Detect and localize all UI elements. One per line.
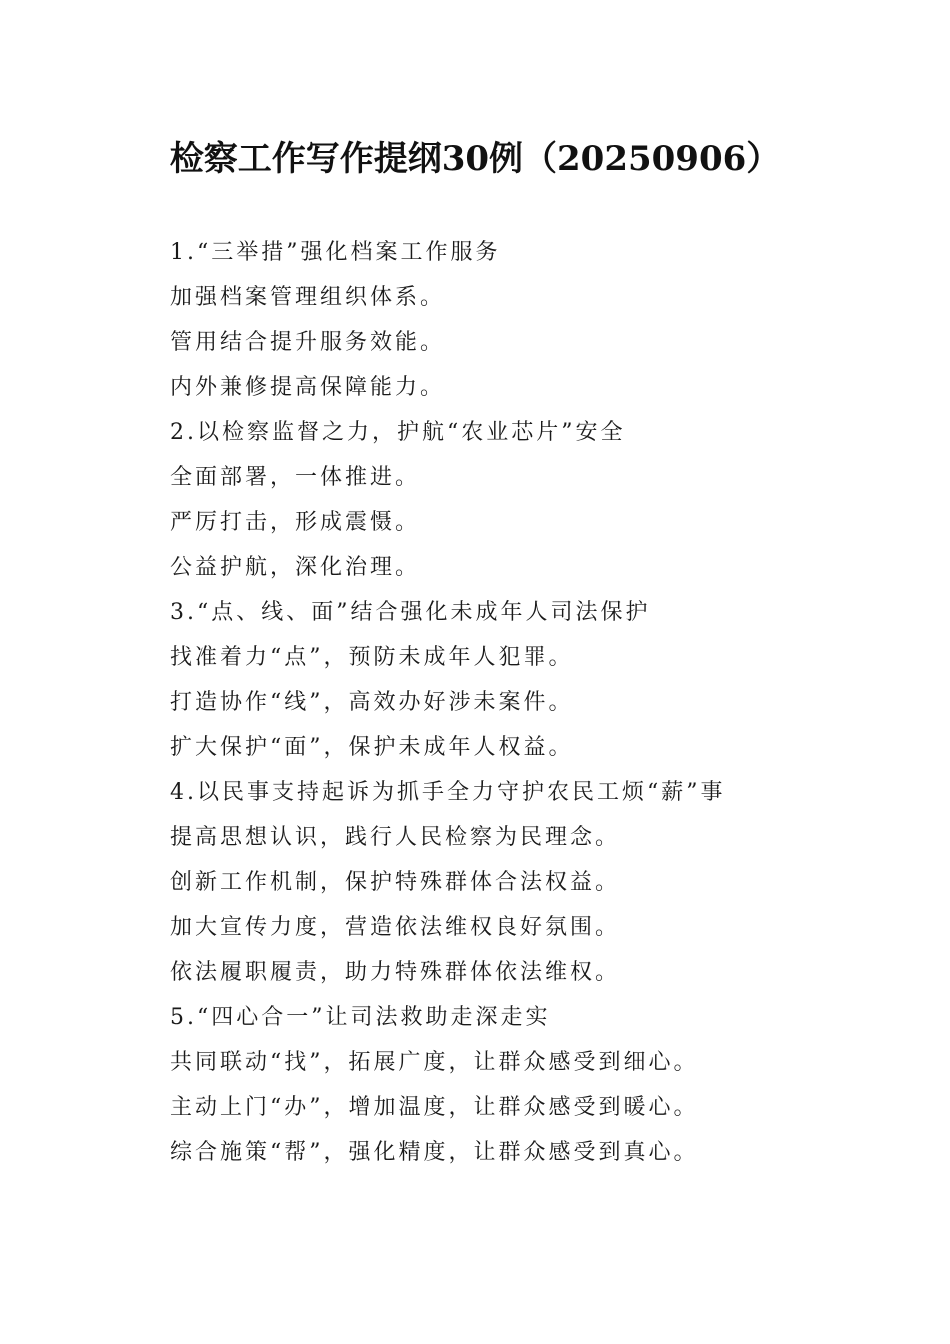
body-line: 严厉打击，形成震慑。 bbox=[170, 510, 421, 535]
body-line: 内外兼修提高保障能力。 bbox=[170, 375, 446, 400]
body-line: 公益护航，深化治理。 bbox=[170, 555, 421, 580]
body-line: 共同联动“找”，拓展广度，让群众感受到细心。 bbox=[170, 1050, 699, 1075]
body-line: 加大宣传力度，营造依法维权良好氛围。 bbox=[170, 915, 621, 940]
body-line: 创新工作机制，保护特殊群体合法权益。 bbox=[170, 870, 621, 895]
document-body bbox=[170, 230, 870, 1175]
body-line: 主动上门“办”，增加温度，让群众感受到暖心。 bbox=[170, 1095, 699, 1120]
body-line: 全面部署，一体推进。 bbox=[170, 465, 421, 490]
body-line: 找准着力“点”，预防未成年人犯罪。 bbox=[170, 645, 574, 670]
body-line: 提高思想认识，践行人民检察为民理念。 bbox=[170, 825, 621, 850]
document-title: 检察工作写作提纲30例（20250906） bbox=[169, 139, 781, 179]
body-line: 综合施策“帮”，强化精度，让群众感受到真心。 bbox=[170, 1140, 699, 1165]
section-heading: 4.以民事支持起诉为抓手全力守护农民工烦“薪”事 bbox=[170, 780, 726, 805]
body-line: 扩大保护“面”，保护未成年人权益。 bbox=[170, 735, 574, 760]
section-heading: 1.“三举措”强化档案工作服务 bbox=[170, 240, 501, 265]
body-line: 依法履职履责，助力特殊群体依法维权。 bbox=[170, 960, 621, 985]
section-heading: 2.以检察监督之力，护航“农业芯片”安全 bbox=[170, 420, 626, 445]
body-line: 加强档案管理组织体系。 bbox=[170, 285, 446, 310]
section-heading: 3.“点、线、面”结合强化未成年人司法保护 bbox=[170, 600, 651, 625]
body-line: 管用结合提升服务效能。 bbox=[170, 330, 446, 355]
section-heading: 5.“四心合一”让司法救助走深走实 bbox=[170, 1005, 551, 1030]
body-line: 打造协作“线”，高效办好涉未案件。 bbox=[170, 690, 574, 715]
